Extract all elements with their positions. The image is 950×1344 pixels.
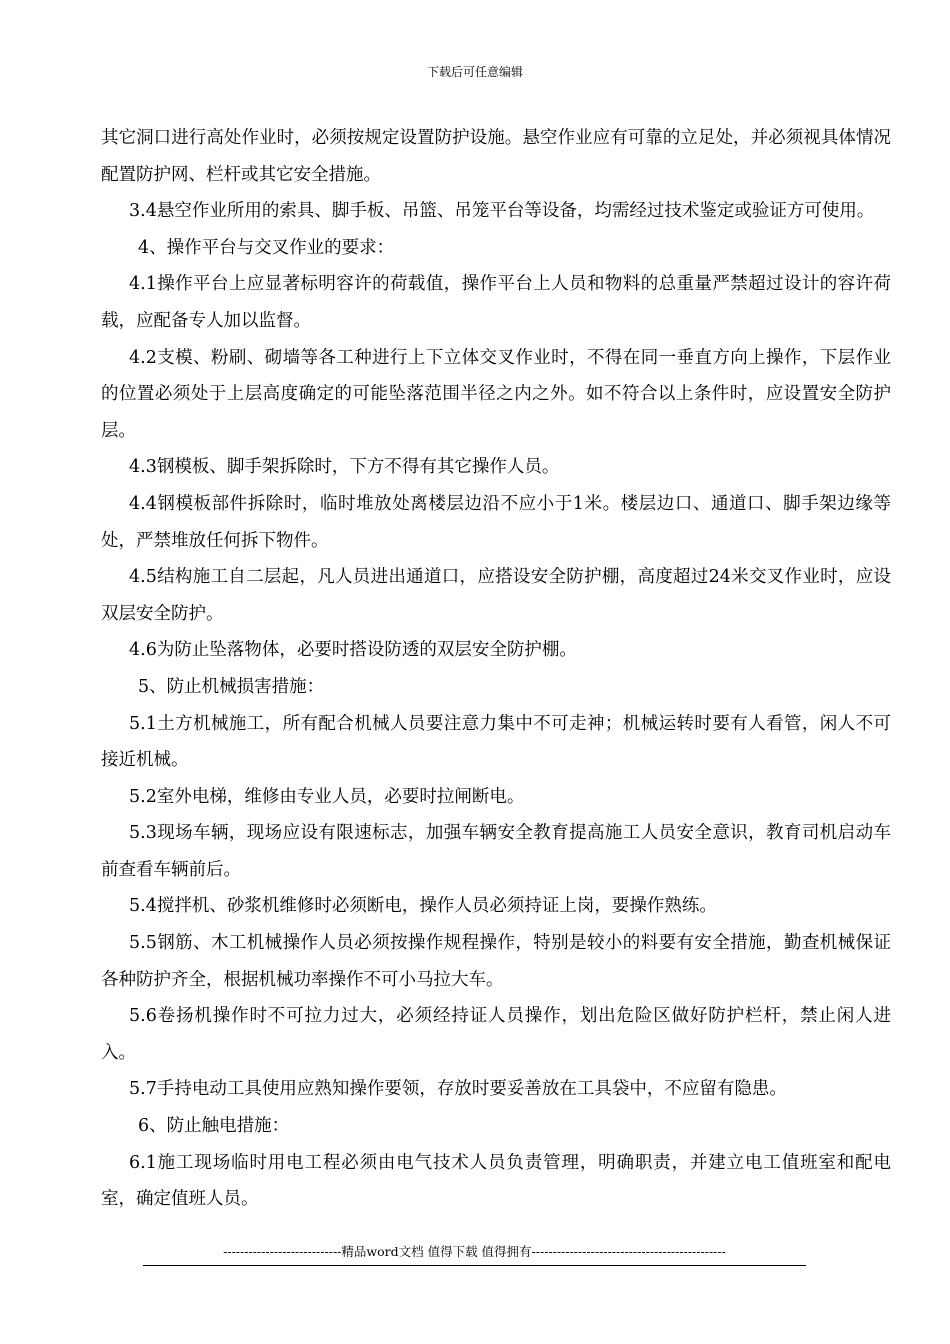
paragraph-13: 5.4搅拌机、砂浆机维修时必须断电，操作人员必须持证上岗，要操作熟练。 — [129, 896, 717, 917]
page-footer: ----------------------------精品word文档 值得下载 值得拥有---------------------------------------------- — [143, 1239, 806, 1266]
paragraph-0: 其它洞口进行高处作业时，必须按规定设置防护设施。悬空作业应有可靠的立足处，并必须视具体情况配置防护网、栏杆或其它安全措施。 — [101, 128, 891, 185]
paragraph-11: 5.2室外电梯，维修由专业人员，必要时拉闸断电。 — [129, 786, 525, 807]
paragraph-15: 5.6卷扬机操作时不可拉力过大，必须经持证人员操作，划出危险区做好防护栏杆，禁止闲人进入。 — [101, 1006, 891, 1063]
paragraph-12: 5.3现场车辆，现场应设有限速标志，加强车辆安全教育提高施工人员安全意识，教育司机启动车前查看车辆前后。 — [101, 823, 891, 880]
paragraph-10: 5.1土方机械施工，所有配合机械人员要注意力集中不可走神；机械运转时要有人看管，闲人不可接近机械。 — [101, 713, 891, 771]
paragraph-6: 4.4钢模板部件拆除时，临时堆放处离楼层边沿不应小于1米。楼层边口、通道口、脚手架边缘等处，严禁堆放任何拆下物件。 — [101, 493, 891, 551]
paragraph-5: 4.3钢模板、脚手架拆除时，下方不得有其它操作人员。 — [129, 457, 560, 478]
paragraph-1: 3.4悬空作业所用的索具、脚手板、吊篮、吊笼平台等设备，均需经过技术鉴定或验证方可使用。 — [129, 201, 875, 222]
section-heading-5: 5、防止机械损害措施： — [138, 676, 325, 697]
section-heading-6: 6、防止触电措施： — [138, 1116, 290, 1137]
paragraph-14: 5.5钢筋、木工机械操作人员必须按操作规程操作，特别是较小的料要有安全措施，勤查机械保证各种防护齐全，根据机械功率操作不可小马拉大车。 — [101, 933, 891, 990]
page-header: 下载后可任意编辑 — [426, 65, 523, 79]
paragraph-3: 4.1操作平台上应显著标明容许的荷载值，操作平台上人员和物料的总重量严禁超过设计的容许荷载，应配备专人加以监督。 — [101, 274, 891, 331]
paragraph-7: 4.5结构施工自二层起，凡人员进出通道口，应搭设安全防护棚，高度超过24米交叉作业时，应设双层安全防护。 — [101, 567, 891, 624]
paragraph-8: 4.6为防止坠落物体，必要时搭设防透的双层安全防护棚。 — [129, 640, 577, 661]
section-heading-4: 4、操作平台与交叉作业的要求： — [138, 237, 395, 258]
paragraph-18: 6.1施工现场临时用电工程必须由电气技术人员负责管理，明确职责，并建立电工值班室和配电室，确定值班人员。 — [101, 1152, 891, 1210]
paragraph-16: 5.7手持电动工具使用应熟知操作要领，存放时要妥善放在工具袋中，不应留有隐患。 — [129, 1079, 787, 1100]
paragraph-4: 4.2支模、粉刷、砌墙等各工种进行上下立体交叉作业时，不得在同一垂直方向上操作，下层作业的位置必须处于上层高度确定的可能坠落范围半径之内之外。如不符合以上条件时，应设置安全防护层。 — [101, 347, 891, 441]
document-body — [101, 120, 891, 1218]
